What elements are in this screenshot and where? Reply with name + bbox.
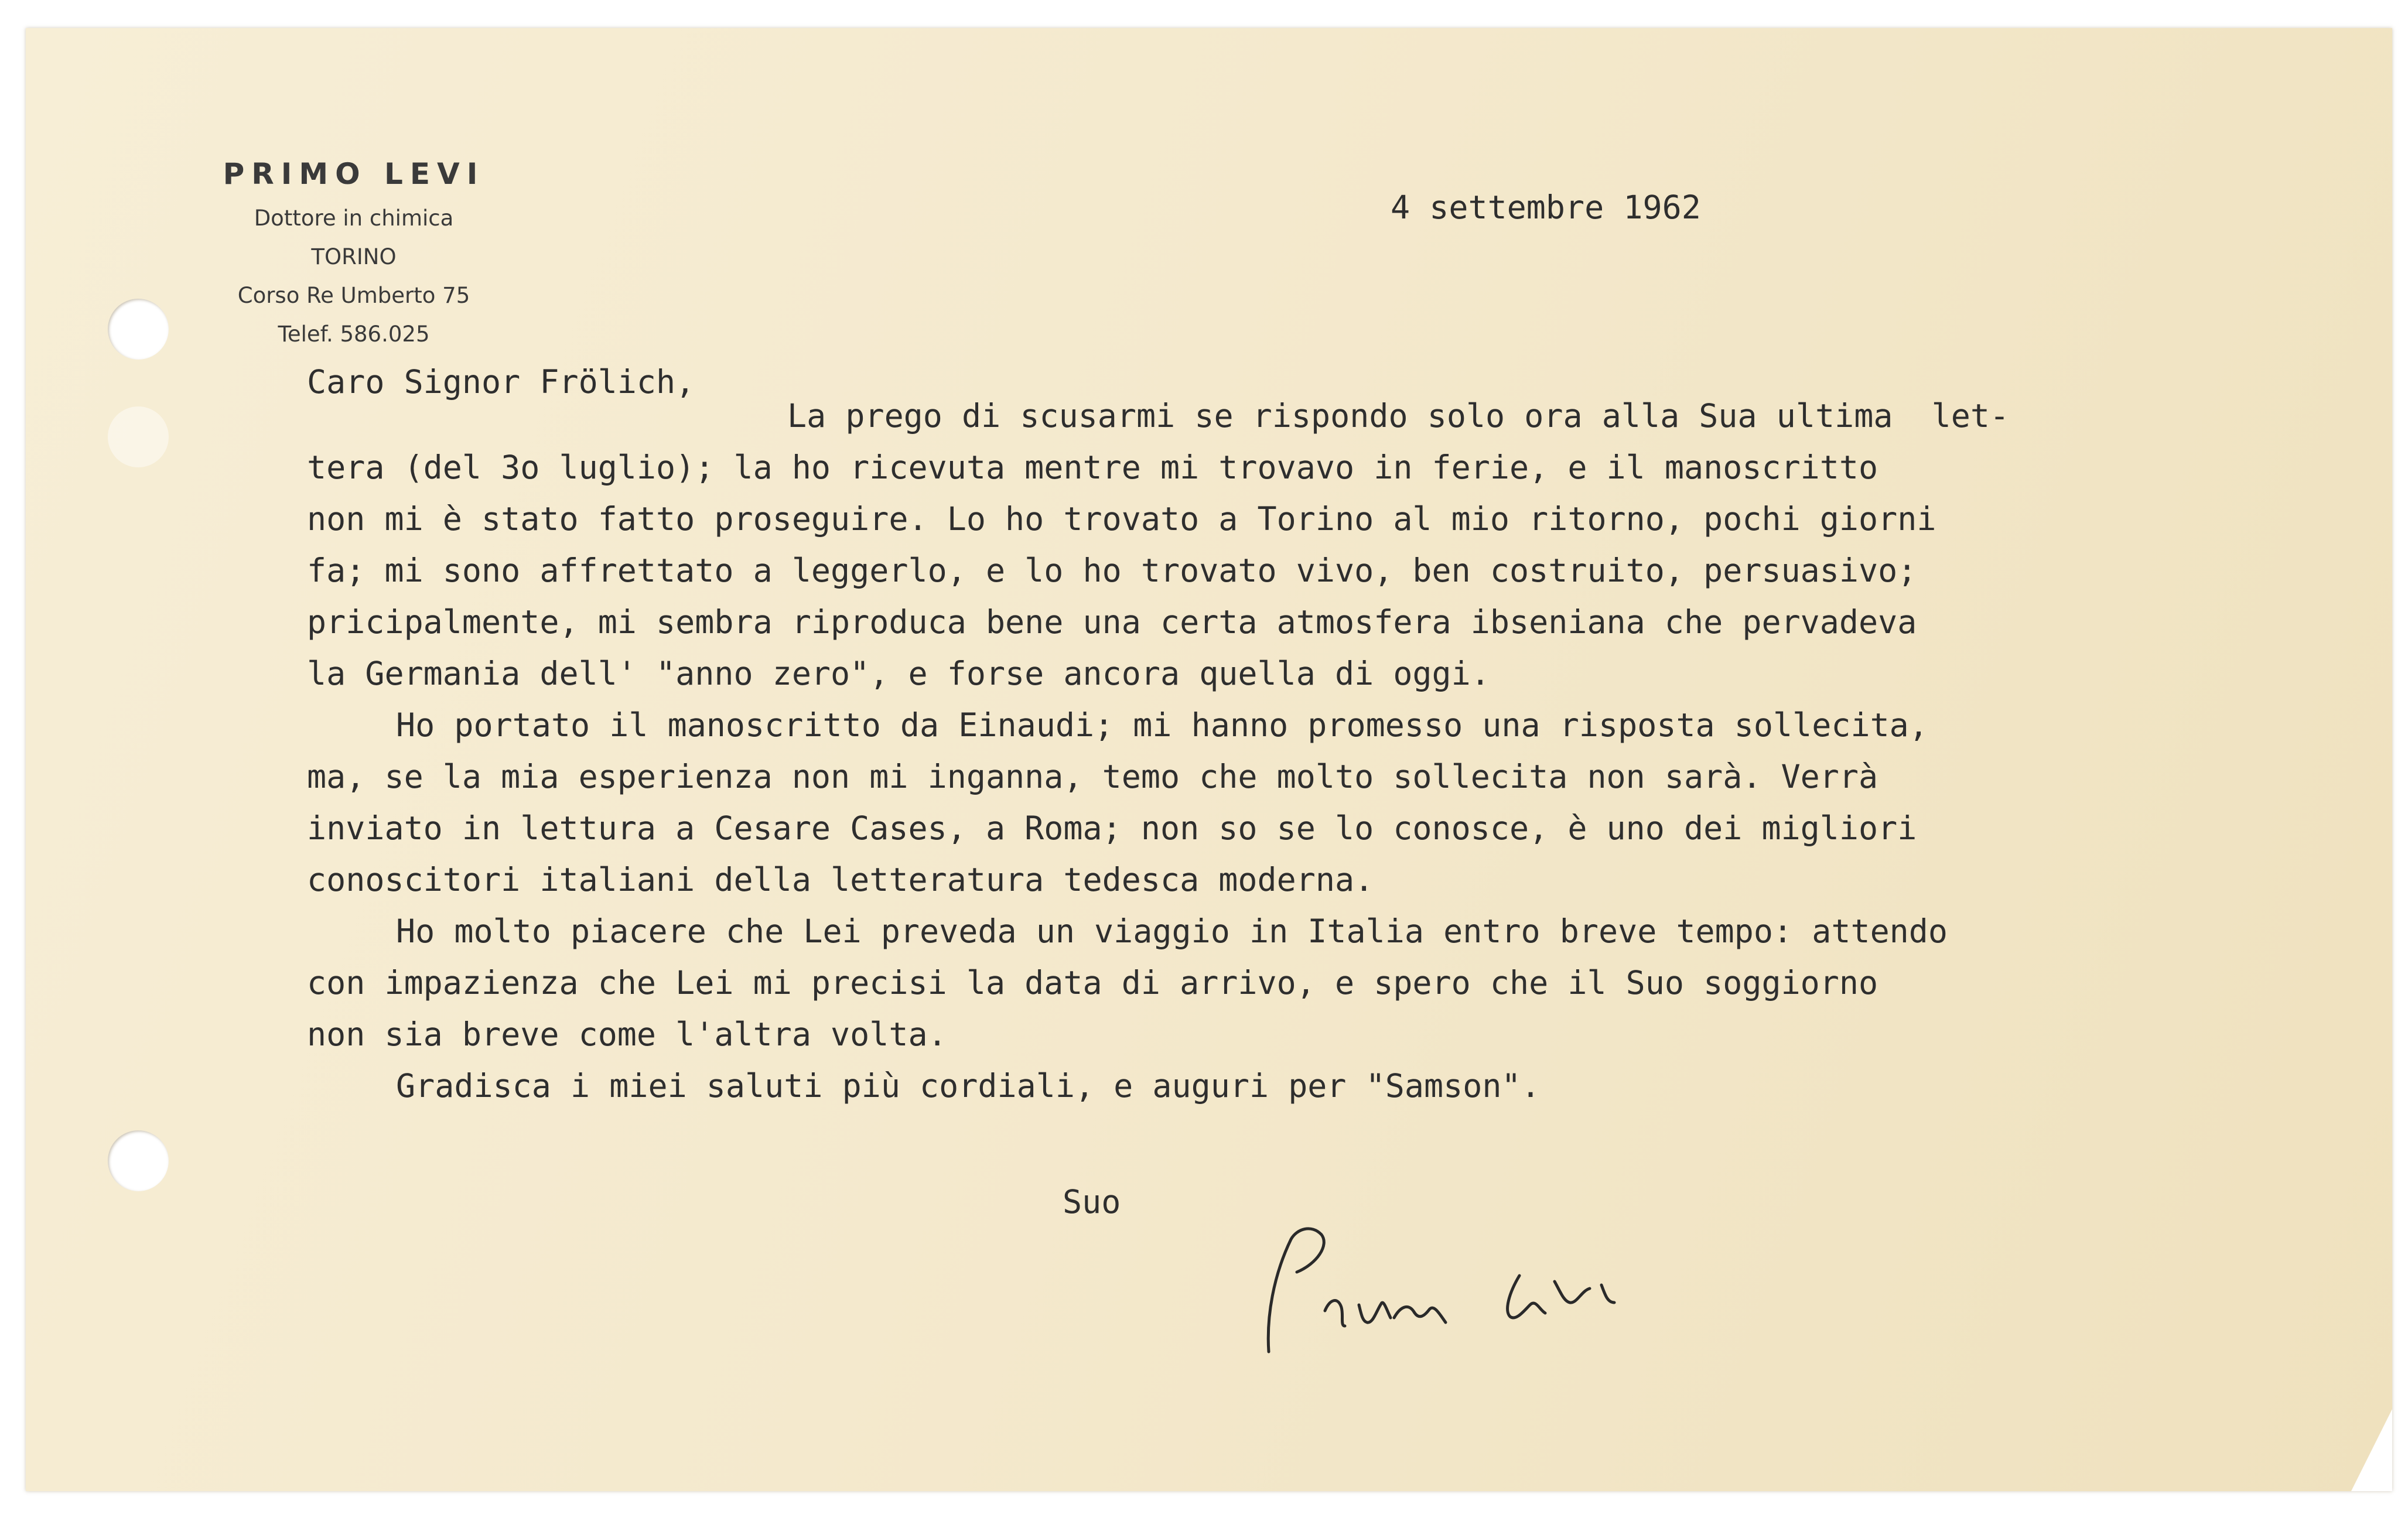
letterhead-address: Corso Re Umberto 75 <box>237 283 470 308</box>
letter-paper <box>26 28 2392 1491</box>
signature-scribble-icon <box>1256 1211 1642 1363</box>
letter-line: pricipalmente, mi sembra riproduca bene una certa atmosfera ibseniana che pervadeva <box>307 603 1917 641</box>
letter-line: fa; mi sono affrettato a leggerlo, e lo ho trovato vivo, ben costruito, persuasivo; <box>307 552 1917 589</box>
punch-hole-shadow-icon <box>108 406 169 467</box>
letterhead-title: Dottore in chimica <box>254 206 454 231</box>
handwritten-signature <box>1256 1211 1642 1363</box>
letterhead-city: TORINO <box>311 244 397 269</box>
letter-line: Ho molto piacere che Lei preveda un viaggio in Italia entro breve tempo: attendo <box>396 912 1948 950</box>
letter-line: conoscitori italiani della letteratura tedesca moderna. <box>307 861 1374 898</box>
letter-date: 4 settembre 1962 <box>1391 189 1701 226</box>
letter-line: con impazienza che Lei mi precisi la data di arrivo, e spero che il Suo soggiorno <box>307 964 1878 1002</box>
letter-line: inviato in lettura a Cesare Cases, a Roma; non so se lo conosce, è uno dei migliori <box>307 809 1917 847</box>
letter-line: la Germania dell' "anno zero", e forse ancora quella di oggi. <box>307 655 1490 692</box>
torn-corner <box>2351 1409 2392 1491</box>
letter-line: Gradisca i miei saluti più cordiali, e auguri per "Samson". <box>396 1067 1541 1105</box>
letter-salutation: Caro Signor Frölich, <box>307 363 695 401</box>
punch-hole-icon <box>108 1130 169 1191</box>
letter-line: Ho portato il manoscritto da Einaudi; mi hanno promesso una risposta sollecita, <box>396 706 1928 744</box>
letter-line: La prego di scusarmi se rispondo solo ora alla Sua ultima let- <box>787 397 2010 435</box>
letter-line: tera (del 3o luglio); la ho ricevuta mentre mi trovavo in ferie, e il manoscritto <box>307 449 1878 486</box>
letterhead-name: PRIMO LEVI <box>223 157 485 191</box>
letterhead-phone: Telef. 586.025 <box>278 322 430 347</box>
letter-closing: Suo <box>1063 1183 1121 1221</box>
letterhead <box>155 157 553 354</box>
letter-line: ma, se la mia esperienza non mi inganna, temo che molto sollecita non sarà. Verrà <box>307 758 1878 795</box>
letter-line: non mi è stato fatto proseguire. Lo ho trovato a Torino al mio ritorno, pochi giorni <box>307 500 1936 538</box>
letter-line: non sia breve come l'altra volta. <box>307 1016 947 1053</box>
